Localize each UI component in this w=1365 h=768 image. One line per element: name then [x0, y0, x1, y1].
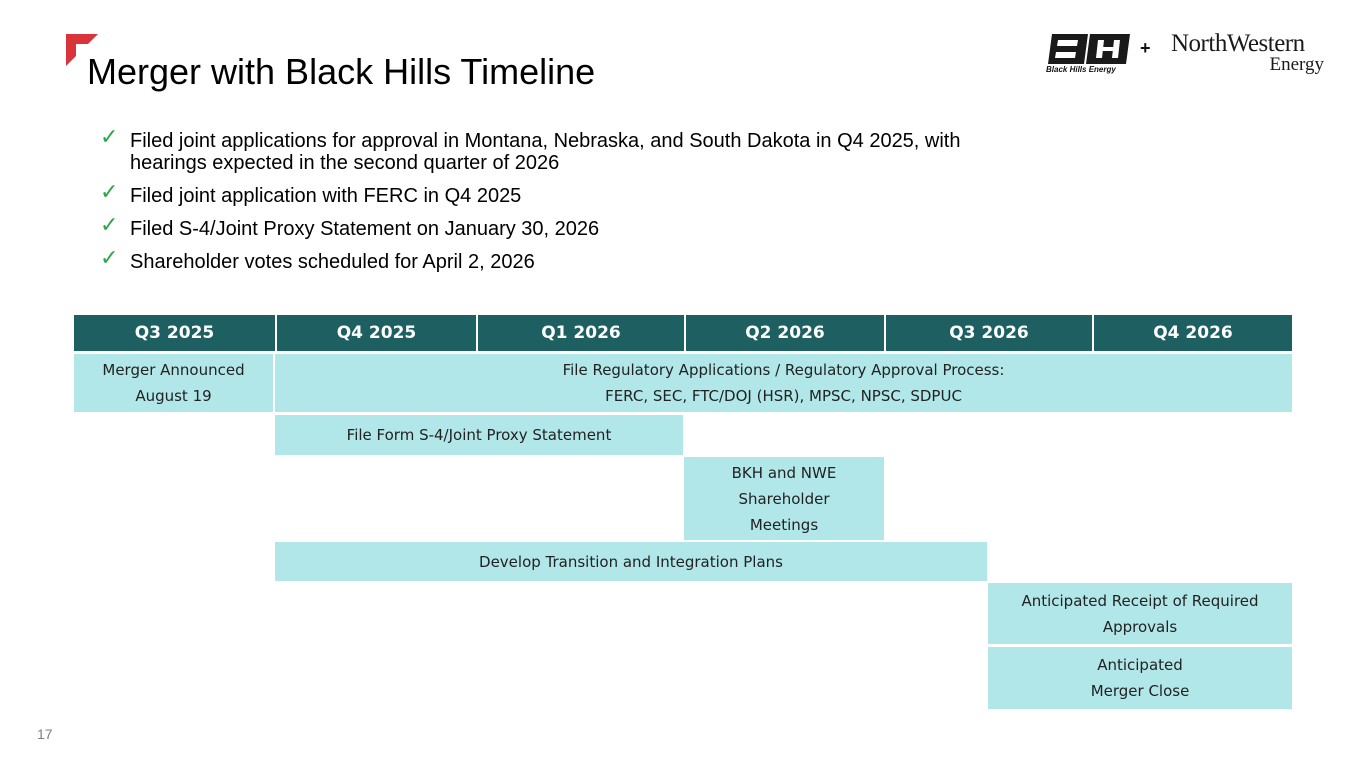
event-label: Merger Announced August 19 [102, 361, 245, 405]
event-merger-announced [74, 354, 273, 412]
bullet-item [100, 246, 980, 273]
logo-plus-sign: + [1140, 38, 1151, 58]
quarter-header-q4-2026: Q4 2026 [1092, 315, 1292, 351]
bullet-text: Filed joint applications for approval in Montana, Nebraska, and South Dakota in Q4 2025, with hearings expected in the second quarter of 2026 [130, 130, 961, 174]
event-label: BKH and NWE Shareholder Meetings [731, 463, 837, 534]
event-label: Anticipated Merger Close [1090, 656, 1190, 700]
checkmark-icon: ✓ [100, 180, 119, 205]
event-receipt-of-approvals [988, 583, 1292, 644]
quarter-header-q3-2026: Q3 2026 [884, 315, 1092, 351]
event-regulatory-approval-process [275, 354, 1292, 412]
northwestern-logo-name: NorthWestern [1171, 30, 1305, 57]
event-merger-close [988, 647, 1292, 709]
bullet-item [100, 180, 980, 207]
quarter-header-q2-2026: Q2 2026 [684, 315, 884, 351]
quarter-header-q4-2025: Q4 2025 [275, 315, 476, 351]
event-label: File Form S-4/Joint Proxy Statement [346, 426, 612, 444]
status-bullet-list [100, 125, 980, 284]
event-shareholder-meetings [684, 457, 884, 540]
black-hills-energy-caption: Black Hills Energy [1046, 65, 1116, 74]
quarter-header-q3-2025: Q3 2025 [74, 315, 275, 351]
event-label: Develop Transition and Integration Plans [479, 552, 783, 571]
event-transition-integration-plans [275, 542, 987, 581]
quarter-header-q1-2026: Q1 2026 [476, 315, 684, 351]
checkmark-icon: ✓ [100, 213, 119, 238]
checkmark-icon: ✓ [100, 246, 119, 271]
company-logos [1044, 30, 1334, 80]
bullet-text: Filed joint application with FERC in Q4 2025 [130, 185, 522, 207]
bullet-text: Filed S-4/Joint Proxy Statement on January 30, 2026 [130, 218, 600, 240]
bullet-text: Shareholder votes scheduled for April 2, 2026 [130, 251, 535, 273]
merger-timeline-table [74, 315, 1292, 710]
page-number: 17 [37, 726, 53, 742]
event-label: File Regulatory Applications / Regulatory Approval Process: FERC, SEC, FTC/DOJ (HSR), MPSC, NPSC, SDPUC [562, 361, 1005, 405]
bullet-item [100, 213, 980, 240]
event-file-form-s4 [275, 415, 683, 455]
event-label: Anticipated Receipt of Required Approvals [1021, 591, 1259, 636]
page-title: Merger with Black Hills Timeline [87, 51, 596, 92]
checkmark-icon: ✓ [100, 125, 119, 150]
bullet-item [100, 125, 980, 174]
northwestern-logo-energy: Energy [1269, 54, 1324, 75]
